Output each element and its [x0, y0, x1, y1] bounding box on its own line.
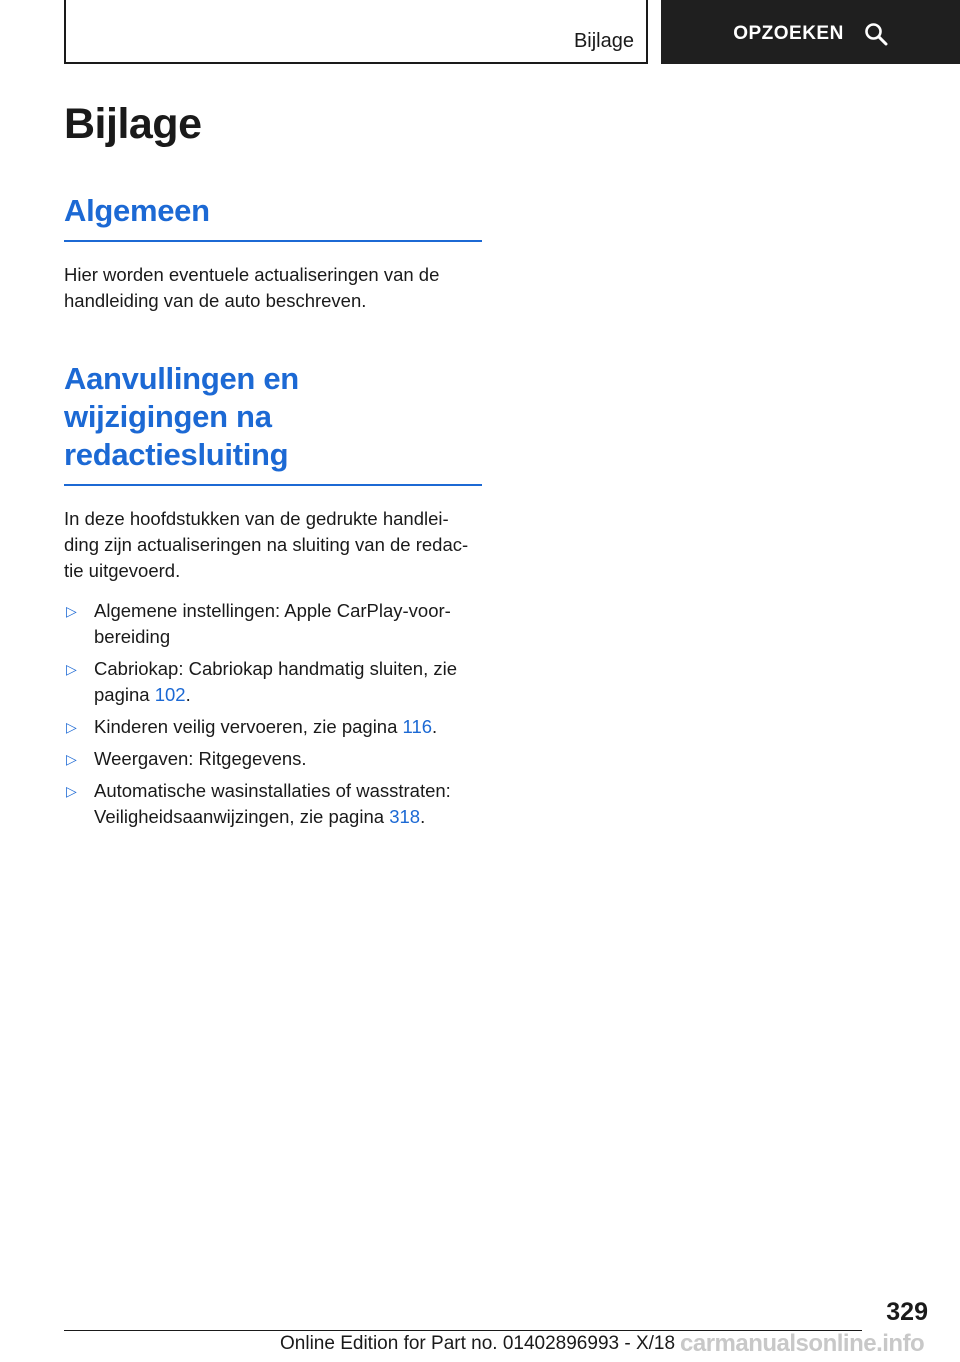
heading-line: wijzigingen na: [64, 399, 272, 434]
heading-line: redactiesluiting: [64, 437, 289, 472]
page-link-102[interactable]: 102: [154, 684, 186, 705]
paragraph-line: ding zijn actualiseringen na sluiting van de redac-: [64, 534, 469, 555]
page-link-318[interactable]: 318: [389, 806, 421, 827]
search-icon: [864, 18, 888, 46]
chapter-header: [64, 0, 648, 64]
list-item-text: Cabriokap: Cabriokap handmatig sluiten, zie: [94, 658, 458, 679]
list-item: [64, 656, 482, 708]
triangle-bullet-icon: ▷: [66, 603, 77, 619]
triangle-bullet-icon: ▷: [66, 783, 77, 799]
edition-text: Online Edition for Part no. 01402896993 - X/18: [280, 1333, 676, 1354]
section-heading-aanvullingen: [64, 360, 482, 486]
page-number: 329: [886, 1298, 928, 1326]
chapter-title: Bijlage: [573, 30, 634, 52]
list-item-text: bereiding: [94, 626, 171, 647]
section-paragraph-algemeen: Hier worden eventuele actualiseringen van de handleiding van de auto beschreven.: [64, 264, 440, 311]
page-link-116[interactable]: 116: [402, 716, 433, 737]
list-item-text: Automatische wasinstallaties of wasstraten:: [94, 780, 451, 801]
list-item-suffix: .: [185, 684, 191, 705]
triangle-bullet-icon: ▷: [66, 661, 77, 677]
search-label: OPZOEKEN: [733, 23, 844, 44]
triangle-bullet-icon: ▷: [66, 719, 77, 735]
main-content: [64, 96, 482, 836]
triangle-bullet-icon: ▷: [66, 751, 77, 767]
list-item: [64, 746, 482, 772]
update-list: [64, 598, 482, 830]
list-item-text: pagina: [94, 684, 155, 705]
list-item-suffix: .: [420, 806, 426, 827]
section-heading-algemeen: Algemeen: [64, 192, 482, 242]
list-item: [64, 714, 482, 740]
watermark: carmanualsonline.info: [680, 1330, 925, 1357]
list-item-text: Weergaven: Ritgegevens.: [94, 748, 307, 769]
list-item-text: Veiligheidsaanwijzingen, zie pagina: [94, 806, 390, 827]
list-item: [64, 778, 482, 830]
paragraph-line: In deze hoofdstukken van de gedrukte handlei-: [64, 508, 449, 529]
list-item-text: Kinderen veilig vervoeren, zie pagina: [94, 716, 403, 737]
list-item-suffix: .: [432, 716, 438, 737]
search-button[interactable]: [661, 0, 960, 64]
list-item-text: Algemene instellingen: Apple CarPlay-voor-: [94, 600, 451, 621]
page-title: Bijlage: [64, 100, 202, 148]
paragraph-line: tie uitgevoerd.: [64, 560, 181, 581]
list-item: [64, 598, 482, 650]
heading-line: Aanvullingen en: [64, 361, 299, 396]
section-paragraph-aanvullingen: [64, 506, 482, 584]
